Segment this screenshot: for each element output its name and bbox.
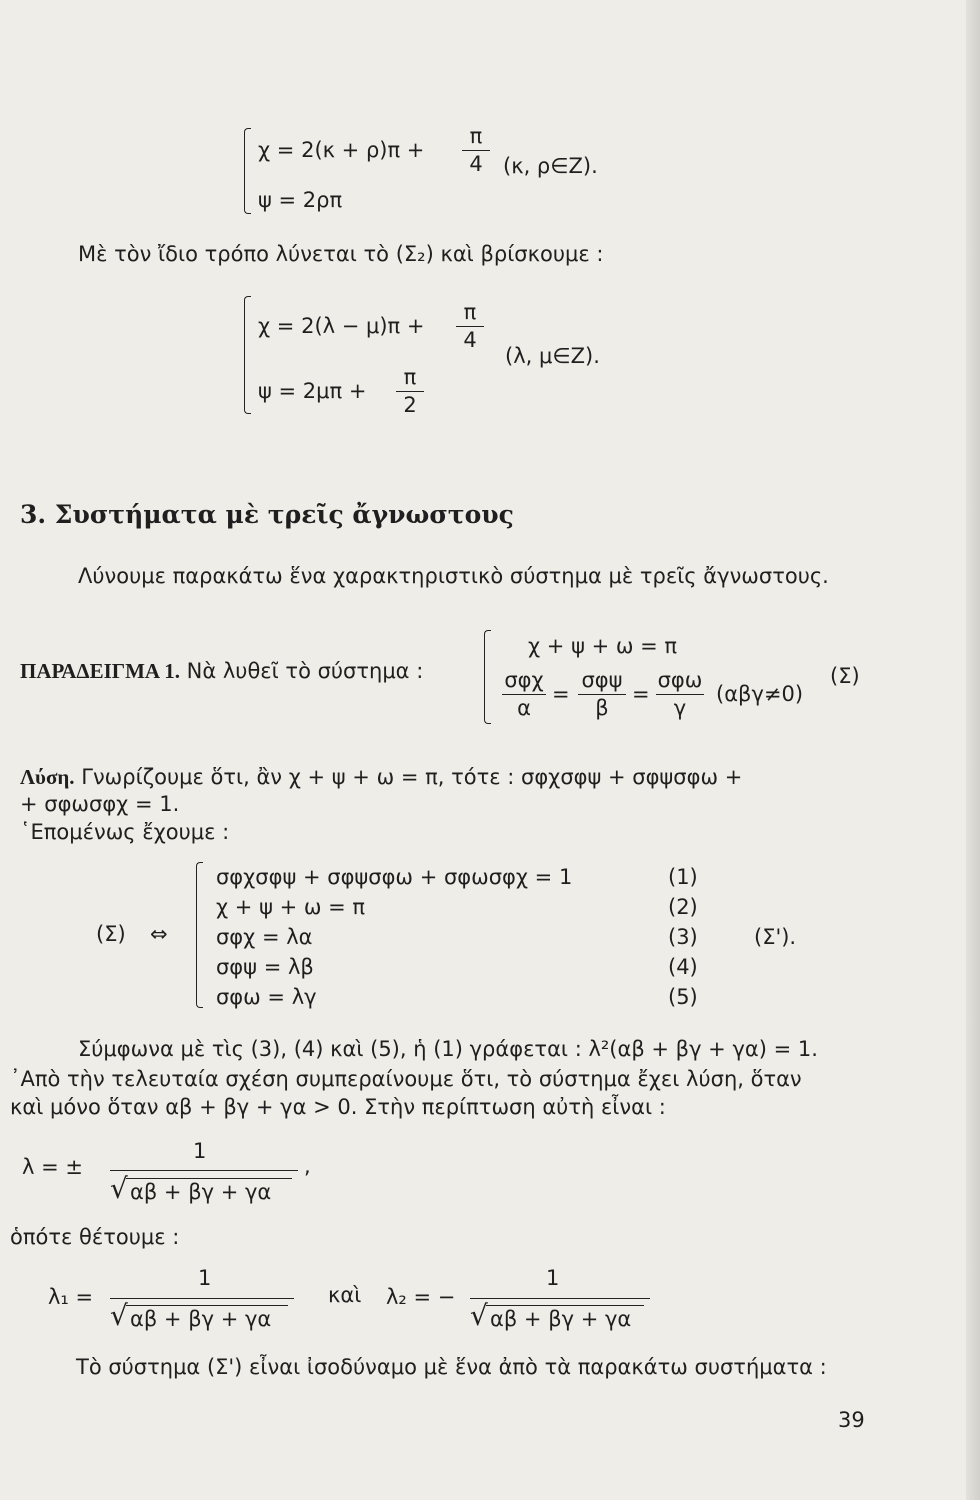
example-equals-1: = bbox=[552, 682, 570, 706]
solution-label: Λύση. bbox=[20, 765, 75, 789]
lambda2-numerator: 1 bbox=[546, 1266, 560, 1290]
lambda1-lhs: λ₁ = bbox=[48, 1285, 94, 1309]
big-system-row-number: (1) bbox=[668, 865, 698, 889]
para-line2: ᾿Απὸ τὴν τελευταία σχέση συμπεραίνουμε ὅτι, τὸ σύστημα ἔχει λύση, ὅταν bbox=[10, 1067, 802, 1091]
sqrt-bar bbox=[486, 1305, 644, 1306]
sqrt-icon: √ bbox=[110, 1172, 128, 1205]
example-frac-w: σφω γ bbox=[657, 668, 703, 720]
example-frac-y: σφψ β bbox=[578, 670, 626, 719]
sqrt-bar bbox=[126, 1305, 288, 1306]
sys2-eq1-fraction: $\frac{\pi}{4}$ bbox=[456, 302, 484, 351]
example-line bbox=[20, 661, 423, 682]
solution-line3: ῾Επομένως ἔχουμε : bbox=[20, 820, 230, 844]
lambda-numerator: 1 bbox=[193, 1139, 207, 1163]
para-line1: Σύμφωνα μὲ τὶς (3), (4) καὶ (5), ἡ (1) γράφεται : λ²(αβ + βγ + γα) = 1. bbox=[78, 1037, 818, 1061]
example-eq1: χ + ψ + ω = π bbox=[528, 634, 678, 658]
page-edge-shadow bbox=[966, 0, 980, 1500]
sys1-eq2: ψ = 2ρπ bbox=[258, 188, 343, 212]
solution-line2: + σφωσφχ = 1. bbox=[20, 792, 180, 816]
example-label: ΠΑΡΑΔΕΙΓΜΑ 1. bbox=[20, 659, 180, 683]
big-system-row-number: (2) bbox=[668, 895, 698, 919]
big-system-row-number: (5) bbox=[668, 985, 698, 1009]
lambda1-numerator: 1 bbox=[198, 1266, 212, 1290]
example-condition: (αβγ≠0) bbox=[716, 682, 804, 706]
sys2-eq1: χ = 2(λ − μ)π + bbox=[258, 314, 425, 338]
sys2-eq2: ψ = 2μπ + bbox=[258, 379, 367, 403]
lambda2-lhs: λ₂ = − bbox=[386, 1285, 456, 1309]
lambda1-denominator: αβ + βγ + γα bbox=[130, 1307, 272, 1331]
big-system-row: χ + ψ + ω = π bbox=[216, 895, 366, 919]
equivalence-arrow-icon: ⇔ bbox=[150, 922, 168, 946]
sqrt-icon: √ bbox=[470, 1299, 488, 1332]
lambda-comma: , bbox=[304, 1154, 311, 1178]
lambda-denominator: αβ + βγ + γα bbox=[130, 1180, 272, 1204]
big-system-row: σφχ = λα bbox=[216, 925, 313, 949]
section-heading: 3. Συστήματα μὲ τρεῖς ἄγνωστους bbox=[20, 500, 514, 529]
sqrt-bar bbox=[126, 1178, 292, 1179]
solution-line1: Λύση. Γνωρίζουμε ὅτι, ἂν χ + ψ + ω = π, τότε : σφχσφψ + σφψσφω + bbox=[20, 765, 743, 789]
lambda2-denominator: αβ + βγ + γα bbox=[490, 1307, 632, 1331]
sys2-condition: (λ, μ∈Z). bbox=[505, 344, 600, 368]
example-brace bbox=[484, 630, 491, 724]
example-equals-2: = bbox=[632, 682, 650, 706]
section-intro: Λύνουμε παρακάτω ἕνα χαρακτηριστικὸ σύστημα μὲ τρεῖς ἄγνωστους. bbox=[78, 564, 829, 588]
lambda-fraction-bar bbox=[110, 1170, 298, 1171]
text-similar-method: Μὲ τὸν ἴδιο τρόπο λύνεται τὸ (Σ₂) καὶ βρίσκουμε : bbox=[78, 242, 604, 266]
big-system-row: σφχσφψ + σφψσφω + σφωσφχ = 1 bbox=[216, 865, 573, 889]
example-text: Νὰ λυθεῖ τὸ σύστημα : bbox=[186, 659, 424, 683]
sqrt-icon: √ bbox=[110, 1299, 128, 1332]
sys2-brace bbox=[244, 296, 251, 414]
lambda1-fraction-bar bbox=[110, 1298, 294, 1299]
text-kai: καὶ bbox=[328, 1283, 362, 1307]
big-system-row: σφω = λγ bbox=[216, 985, 317, 1009]
closing-line: Τὸ σύστημα (Σ') εἶναι ἰσοδύναμο μὲ ἕνα ἀπὸ τὰ παρακάτω συστήματα : bbox=[76, 1355, 827, 1379]
sys1-eq1: χ = 2(κ + ρ)π + bbox=[258, 138, 425, 162]
sys1-eq1-fraction: $\frac{\pi}{4}$ bbox=[462, 126, 490, 175]
big-system-lhs: (Σ) bbox=[96, 922, 126, 946]
big-system-row: σφψ = λβ bbox=[216, 955, 314, 979]
example-frac-x: σφχ α bbox=[502, 670, 546, 719]
lambda2-fraction-bar bbox=[470, 1298, 650, 1299]
para-line3: καὶ μόνο ὅταν αβ + βγ + γα > 0. Στὴν περίπτωση αὐτὴ εἶναι : bbox=[10, 1095, 666, 1119]
example-tag: (Σ) bbox=[830, 664, 860, 688]
page-number: 39 bbox=[838, 1408, 865, 1432]
big-system-row-number: (3) bbox=[668, 925, 698, 949]
big-system-tag: (Σ'). bbox=[754, 925, 797, 949]
sys1-condition: (κ, ρ∈Z). bbox=[503, 154, 598, 178]
text-opote: ὁπότε θέτουμε : bbox=[10, 1225, 180, 1249]
big-system-row-number: (4) bbox=[668, 955, 698, 979]
sys1-brace bbox=[244, 128, 251, 214]
lambda-lhs: λ = ± bbox=[22, 1155, 83, 1179]
big-system-brace bbox=[196, 862, 203, 1008]
sys2-eq2-fraction: $\frac{\pi}{2}$ bbox=[396, 367, 424, 416]
